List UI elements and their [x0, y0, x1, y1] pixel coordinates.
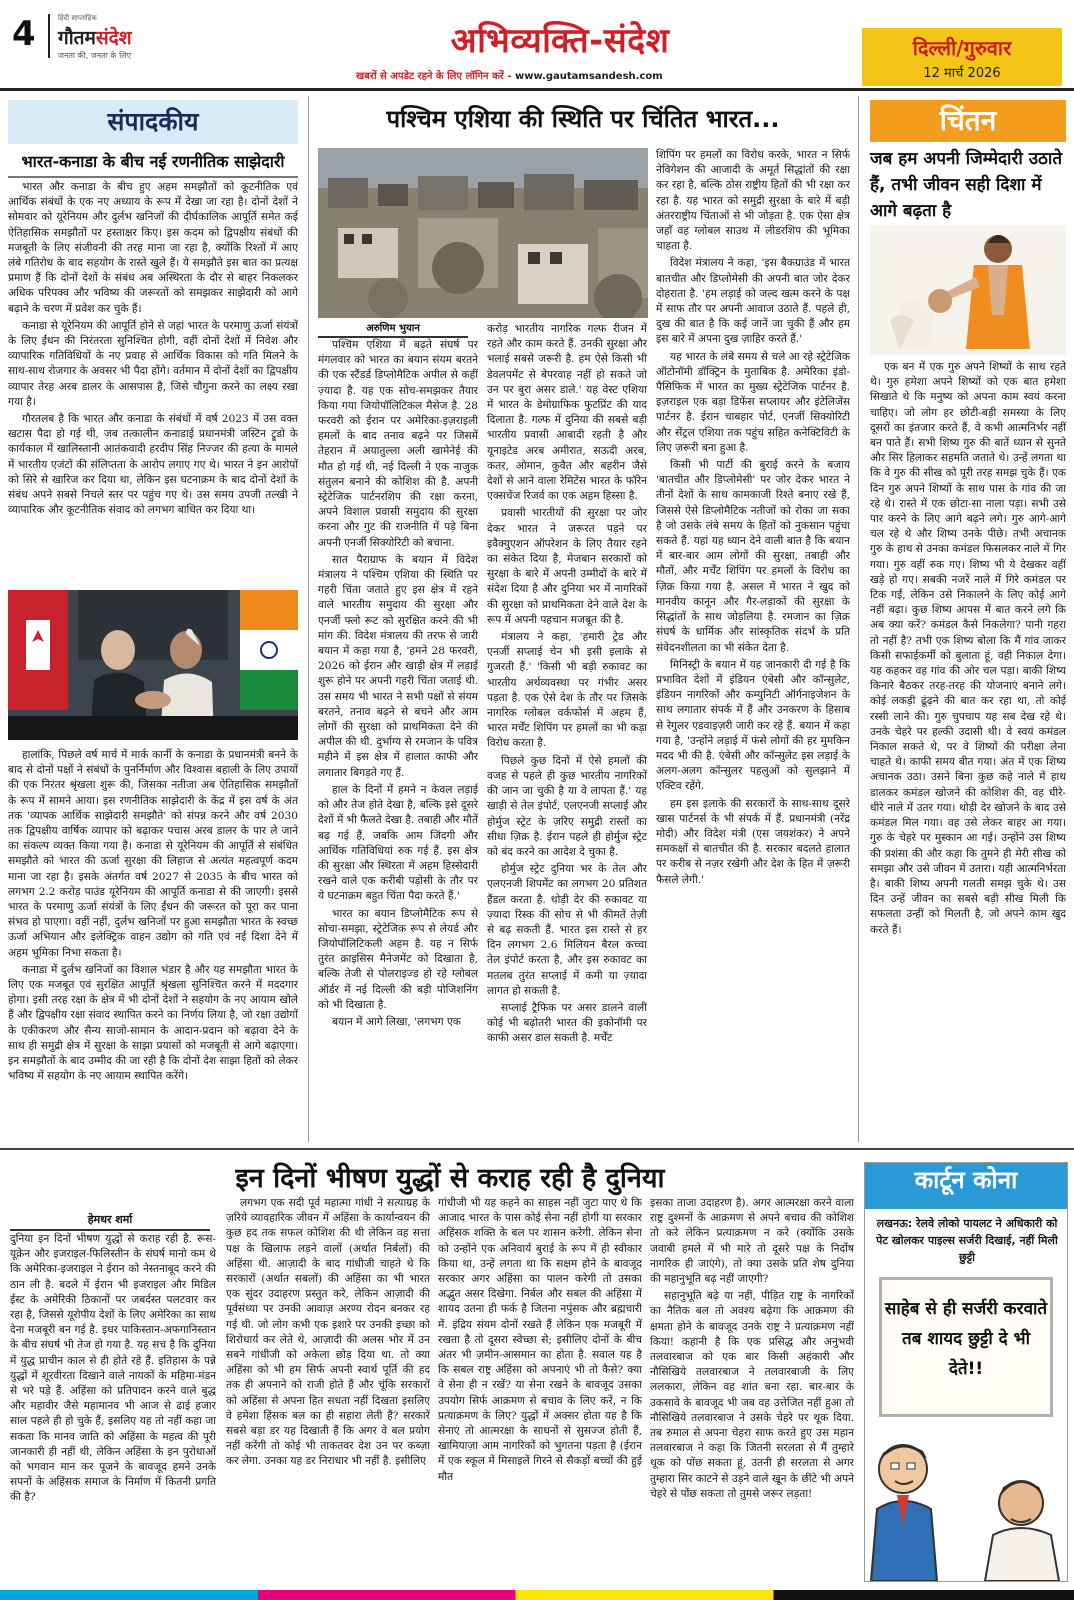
cartoon-header: कार्टून कोना	[865, 1163, 1067, 1209]
main-paragraph: करोड़ भारतीय नागरिक गल्फ रीजन में रहते और काम करते हैं. उनकी सुरक्षा और भलाई सबसे जरूरी है. हम ऐसे किसी भी डेवलपमेंट से बेपरवाह नहीं हो सकते जो उन पर बुरा असर डाले.' यह वेस्ट एशिया में भारत के डेमोग्राफिक फुटप्रिंट की याद दिलाता है. गल्फ में दुनिया की सबसे बड़ी भारतीय प्रवासी आबादी रहती है और यूनाइटेड अरब अमीरात, सऊदी अरब, कतर, ओमान, कुवैत और बहरीन जैसे देशों से आने वाला रेमिटेंस भारत के फॉरेन एक्सचेंज रिजर्व का एक अहम हिस्सा है.	[487, 323, 647, 503]
editorial-paragraph: कनाडा से यूरेनियम की आपूर्ति होने से जहां भारत के परमाणु ऊर्जा संयंत्रों के लिए ईंधन की निरंतरता सुनिश्चित होगी, वहीं दोनों देशों में निवेश और व्यापारिक गतिविधियों के नए प्रवाह से आर्थिक विकास को गति मिलने के साथ-साथ रोजगार के अवसर भी पैदा होंगे। वर्तमान में दोनों देशों का द्विपक्षीय व्यापार तेरह अरब डालर के आसपास है, जिसे चौगुना करने का लक्ष्य रखा गया है।	[8, 319, 298, 408]
main-paragraph: मिनिस्ट्री के बयान में यह जानकारी दी गई है कि प्रभावित देशों में इंडियन एंबेसी और कॉन्सुलेट, इंडियन नागरिकों और कम्युनिटी ऑर्गनाइजेशन के साथ लगातार संपर्क में हैं और उनकरण के हिसाब से रेगुलर एडवाइज़री जारी कर रहे हैं. बयान में कहा गया है, 'उन्होंने लड़ाई में फंसे लोगों की हर मुमकिन मदद भी की है. एंबेसी और कॉन्सुलेट इस लड़ाई के अलग-अलग कॉन्सुलर पहलुओं को सुलझाने में एक्टिव रहेंगे.	[656, 658, 850, 793]
bottom-column-4	[650, 1196, 854, 1582]
section-title: अभिव्यक्ति-संदेश	[450, 21, 670, 61]
cartoon-corner	[864, 1162, 1068, 1582]
bottom-paragraph: गांधीजी भी यह कहने का साहस नहीं जुटा पाए थे कि आजाद भारत के पास कोई सेना नहीं होगी या सरकार अहिंसक शक्ति के बल पर शासन करेगी. लेकिन सेना को उन्होंने एक अनिवार्य बुराई के रूप में ही स्वीकार किया था, उन्हें लगता था कि सक्षम होने के बावजूद सरकार अगर अहिंसा का पालन करेगी तो उसका अद्भुत असर दिखेगा. निर्बल और सबल की अहिंसा में शायद उतना ही फर्क है जितना नपुंसक और ब्रह्मचारी में. इंद्रिय संयम दोनों रखते हैं लेकिन एक मजबूरी में रखता है तो दूसरा स्वेच्छा से; इसीलिए दोनों के बीच अंतर भी ज़मीन-आसमान का होता है. सवाल यह है कि सबल राष्ट्र अहिंसा को अपनाएं भी तो कैसे? क्या वे सेना ही न रखें? या सेना रखने के बावजूद उसका उपयोग सिर्फ आक्रमण से बचाव के लिए करें, न कि प्रत्याक्रमण के लिए? युद्धों में अक्सर होता यह है कि सेनाएं तो आत्मरक्षा के साधनों से सुसज्ज होती हैं, खामियाज़ा आम नागरिकों को भुगतना पड़ता है (ईरान में एक स्कूल में मिसाइलें गिरने से सैकड़ों बच्चों की हुई मौत	[438, 1197, 642, 1483]
chintan-headline: जब हम अपनी जिम्मेदारी उठाते हैं, तभी जीवन सही दिशा में आगे बढ़ता है	[870, 149, 1063, 221]
bottom-column-1	[10, 1232, 216, 1582]
paper-name-part2: संदेश	[95, 27, 132, 49]
editorial-paragraph: भारत और कनाडा के बीच हुए अहम समझौतों को कूटनीतिक एवं आर्थिक संबंधों के एक नए अध्याय के रूप में देखा जा रहा है। दोनों देशों ने सोमवार को यूरेनियम और दुर्लभ खनिजों की दीर्घकालिक आपूर्ति समेत कई ऐतिहासिक समझौतों पर हस्ताक्षर किए। इस कदम को द्विपक्षीय संबंधों की मजबूती के लिए संजीवनी की तरह माना जा रहा है, क्योंकि रिश्तों में आए लंबे गतिरोध के बाद सहयोग के रास्ते खुले हैं। ये समझौते इस बात का प्रत्यक्ष प्रमाण हैं कि दोनों देशों के संबंध अब अस्थिरता के दौर से बाहर निकलकर अधिक परिपक्व और भविष्य की जरूरतों को समझकर साझेदारी को आगे बढ़ाने के चरण में प्रवेश कर चुके हैं।	[8, 181, 298, 315]
paper-tagline: जनता की, जनता के लिए	[58, 51, 132, 60]
bottom-headline: इन दिनों भीषण युद्धों से कराह रही है दुनिया	[235, 1163, 665, 1194]
main-paragraph: सात पैराग्राफ के बयान में विदेश मंत्रालय ने पश्चिम एशिया की स्थिति पर गहरी चिंता जताते हुए इस क्षेत्र में रहने वाले भारतीय समुदाय की सुरक्षा और एनर्जी फ्लो रूट को सुरक्षित करने की भी मांग की. विदेश मंत्रालय की तरफ से जारी बयान में कहा गया है, 'हमने 28 फरवरी, 2026 को ईरान और खाड़ी क्षेत्र में लड़ाई शुरू होने पर अपनी गहरी चिंता जताई थी. उस समय भी भारत ने सभी पक्षों से संयम बरतने, तनाव बढ़ने से बचने और आम लोगों की सुरक्षा को प्राथमिकता देने की अपील की थी. दुर्भाग्य से रमजान के पवित्र महीने में इस क्षेत्र में हालात काफी और लगातार बिगड़ते गए हैं.	[318, 553, 478, 779]
login-strip	[356, 68, 706, 82]
main-paragraph: शिपिंग पर हमलों का विरोध करके, भारत न सिर्फ नेविगेशन की आजादी के अमूर्त सिद्धांतों की रक्षा कर रहा है, बल्कि ठोस राष्ट्रीय हितों की भी रक्षा कर रहा है. यह भारत को समुद्री सुरक्षा के बारे में बड़ी अंतरराष्ट्रीय चिंताओं से भी जोड़ता है. एक ऐसा क्षेत्र जहाँ वह ग्लोबल साउथ में लीडरशिप की भूमिका चाहता है.	[656, 149, 850, 253]
page-number: 4	[12, 14, 36, 54]
bottom-column-3	[438, 1196, 642, 1582]
bottom-paragraph: इसका ताजा उदाहरण है). अगर आत्मरक्षा करने वाला राष्ट्र दुश्मनों के आक्रमण से अपने बचाव की कोशिश तो करे लेकिन प्रत्याक्रमण न करे (क्योंकि उसके जवाबी हमले में भी मारे तो दूसरे पक्ष के निर्दोष नागरिक ही जाएंगे), तो क्या उसके प्रति शेष दुनिया की महानुभूति बढ़ नहीं जाएगी?	[650, 1197, 854, 1286]
masthead-rule	[0, 88, 1074, 91]
main-paragraph: बयान में आगे लिखा, 'लगभग एक	[332, 1015, 461, 1028]
column-divider	[858, 96, 859, 1142]
main-column-1	[318, 338, 478, 1138]
main-paragraph: यह भारत के लंबे समय से चले आ रहे स्ट्रेटेजिक ऑटोनॉमी डॉक्ट्रिन के मुताबिक है. अमेरिका इंडो-पैसिफिक में भारत का मुख्य स्ट्रेटेजिक पार्टनर है. इज़राइल एक बड़ा डिफेंस सप्लायर और इंटेलिजेंस पार्टनर है. ईरान चाबहार पोर्ट, एनर्जी सिक्योरिटी और सेंट्रल एशिया तक पहुंच सहित कनेक्टिविटी के लिए ज़रूरी बना हुआ है.	[656, 350, 850, 454]
editorial-headline: भारत-कनाडा के बीच नई रणनीतिक साझेदारी	[8, 150, 298, 178]
city-day: दिल्ली/गुरुवार	[912, 36, 1012, 60]
chintan-paragraph: एक बन में एक गुरु अपने शिष्यों के साथ रहते थे। गुरु हमेशा अपने शिष्यों को एक बात हमेशा सिखाते थे कि मनुष्य को अपना काम स्वयं करना चाहिए। जो लोग हर छोटी-बड़ी समस्या के लिए दूसरों का इंतजार करते हैं, वे कभी आत्मनिर्भर नहीं बन पाते हैं। सभी शिष्य गुरु की बातें ध्यान से सुनते और सिर हिलाकर सहमति जताते थे। उन्हें लगता था कि वे गुरु की सीख को पूरी तरह समझ चुके हैं। एक दिन गुरु अपने शिष्यों के साथ पास के गांव की जा रहे थे। रास्ते में एक छोटा-सा नाला पड़ा। सभी उसे पार करने के लिए आगे बढ़ने लगे। गुरु आगे-आगे चल रहे थे और शिष्य उनके पीछे। तभी अचानक गुरु के हाथ से उनका कमंडल फिसलकर नाले में गिर गया। गुरु वहीं रुक गए। शिष्य भी ये देखकर वहीं खड़े हो गए। सबकी नजरें नाले में गिरे कमंडल पर टिक गईं, लेकिन उसे निकालने के लिए कोई आगे नहीं बढ़ा। कुछ शिष्य आपस में बात करने लगे कि अब क्या करें? कमंडल कैसे निकलेगा? पानी गहरा तो नहीं है? तभी एक शिष्य बोला कि मैं गांव जाकर किसी सफाईकर्मी को बुलाता हूं, वही निकाल देगा। यह कहकर वह गांव की ओर चल पड़ा। बाकी शिष्य किनारे बैठकर तरह-तरह की योजनाएं बनाने लगे। कोई लकड़ी ढूंढ़ने की बात कर रहा था, तो कोई रस्सी लाने की। गुरु चुपचाप यह सब देख रहे थे। उनके चेहरे पर हल्की उदासी थी। वे स्वयं कमंडल निकाल सकते थे, पर वे शिष्यों की परीक्षा लेना चाहते थे। काफी समय बीत गया। अंत में एक शिष्य अचानक उठा। उसने बिना कुछ कहे नाले में हाथ डालकर कमंडल खोजने की कोशिश की, वह धीरे-धीरे नाले में उतर गया। थोड़ी देर खोजने के बाद उसे कमंडल मिल गया। वह उसे लेकर बाहर आ गया। गुरु के चेहरे पर मुस्कान आ गई। उन्होंने उस शिष्य की प्रशंसा की और कहा कि तुमने ही मेरी सीख को समझा और उसे जीवन में उतारा। यही आत्मनिर्भरता है। बाकी शिष्य अपनी गलती समझ चुके थे। उस दिन उन्हें जीवन का सबसे बड़ी सीख मिली कि सफलता उन्हीं को मिलती है, जो अपने काम खुद करते हैं।	[870, 361, 1066, 936]
website-link[interactable]: www.gautamsandesh.com	[514, 71, 663, 82]
date-box	[862, 28, 1062, 86]
guru-disciple-illustration	[870, 225, 1066, 355]
editorial-paragraph: कनाडा में दुर्लभ खनिजों का विशाल भंडार है और यह समझौता भारत के लिए एक मजबूत एवं सुरक्षित आपूर्ति श्रृंखला सुनिश्चित करने में मददगार होगा। इसी तरह रक्षा के क्षेत्र में भी दोनों देशों ने सहयोग के नए आयाम खोले हैं और द्विपक्षीय रक्षा संवाद स्थापित करने का निर्णय लिया है, जो रक्षा उद्योगों के एकीकरण और सैन्य साजो-सामान के आदान-प्रदान को बढ़ावा देने के साथ ही समुद्री क्षेत्र में सुरक्षा के साझा प्रयासों को मजबूती से आगे बढ़ाएगा। इन समझौतों के बाद उम्मीद की जा रही है कि दोनों देश साझा हितों को लेकर भविष्य में सहयोग के नए आयाम स्थापित करेंगे।	[8, 963, 298, 1083]
main-paragraph: विदेश मंत्रालय ने कहा, 'इस बैकग्राउंड में भारत बातचीत और डिप्लोमेसी की अपनी बात जोर देकर दोहराता है. 'हम लड़ाई को जल्द खत्म करने के पक्ष में साफ तौर पर अपनी आवाज उठाते हैं. पहले ही, दुख की बात है कि कई जानें जा चुकी हैं और हम इस बारे में अपना दुख ज़ाहिर करते हैं.'	[656, 257, 850, 346]
main-photo-destroyed-city	[318, 148, 648, 318]
paper-tagline-top: हिंदी साप्ताहिक	[58, 14, 97, 22]
editorial-paragraph: गौरतलब है कि भारत और कनाडा के संबंधों में वर्ष 2023 में उस वक्त खटास पैदा हो गई थी, जब तत्कालीन कनाडाई प्रधानमंत्री जस्टिन ट्रूडो के कार्यकाल में खालिस्तानी आतंकवादी हरदीप सिंह निज्जर की हत्या के मामले में भारतीय एजंटों की संलिप्तता के आरोप लगाए गए थे। भारत ने इन आरोपों को सिरे से खारिज कर दिया था, लेकिन इस घटनाक्रम के बाद दोनों देशों के संबंध अपने सबसे निचले स्तर पर पहुंच गए थे। उस समय उपजी तल्खी ने व्यापारिक और कूटनीतिक संवाद को लगभग बाधित कर दिया था।	[8, 413, 298, 517]
chintan-body	[870, 360, 1066, 1140]
main-paragraph: होर्मुज स्ट्रेट दुनिया भर के तेल और एलएनजी शिपमेंट का लगभग 20 प्रतिशत हैंडल करता है. थोड़ी देर की रुकावट या ज़्यादा रिस्क की सोच से भी कीमतें तेज़ी से बढ़ सकती हैं. भारत इस रास्ते से हर दिन लगभग 2.6 मिलियन बैरल कच्चा तेल इंपोर्ट करता है, और इस रुकावट का मतलब तुरंत सप्लाई में कमी या ज़्यादा लागत हो सकती है.	[487, 863, 647, 997]
editorial-header: संपादकीय	[8, 100, 298, 144]
editorial-photo-leaders-handshake	[8, 590, 298, 740]
paper-logo	[58, 24, 132, 50]
chintan-header: चिंतन	[870, 100, 1066, 142]
handshake-photo-illustration	[8, 590, 298, 740]
main-paragraph: सप्लाई ट्रैफिक पर असर डालने वाली कोई भी बढ़ोतरी भारत की इकोनॉमी पर काफी असर डाल सकती है. मर्चेंट	[487, 1001, 647, 1045]
main-paragraph: पिछले कुछ दिनों में ऐसे हमलों की वजह से पहले ही कुछ भारतीय नागरिकों की जान जा चुकी है या वे लापता हैं.' यह खाड़ी से तेल इंपोर्ट, एलएनजी सप्लाई और होर्मुज स्ट्रेट के ज़रिए समुद्री रास्तों का सीधा ज़िक्र है. ईरान पहले ही होर्मुज स्ट्रेट को बंद करने का आदेश दे चुका है.	[487, 754, 647, 858]
column-divider	[308, 96, 309, 1142]
rubble-photo-illustration	[318, 148, 648, 318]
editorial-body-bottom	[8, 748, 298, 1140]
main-paragraph: हाल के दिनों में हमने न केवल लड़ाई को और तेज होते देखा है, बल्कि इसे दूसरे देशों में भी फैलते देखा है. तबाही और मौतें बढ़ गई हैं, जबकि आम जिंदगी और आर्थिक गतिविधियां रुक गई हैं. इस क्षेत्र की सुरक्षा और स्थिरता में अहम हिस्सेदारी रखने वाले एक करीबी पड़ोसी के तौर पर ये घटनाक्रम बहुत चिंता पैदा करते हैं.'	[318, 783, 478, 903]
paper-name-part1: गौतम	[58, 27, 96, 49]
main-headline: पश्चिम एशिया की स्थिति पर चिंतित भारत...	[386, 105, 780, 133]
print-color-bar	[0, 1590, 1074, 1600]
bottom-paragraph: दुनिया इन दिनों भीषण युद्धों से कराह रही है. रूस-यूक्रेन और इजराइल-फिलिस्तीन के संघर्ष मानो कम थे कि अमेरिका-इजराइल ने ईरान को नेस्तनाबूद करने की ठान ली है. बदले में ईरान भी इजराइल और मिडिल ईस्ट के अमेरिकी ठिकानों पर जबर्दस्त पलटवार कर रहा है, जिससे यूरोपीय देशों के लिए अमेरिका का साथ देना मजबूरी बन गई है. इधर पाकिस्तान-अफगानिस्तान के बीच संघर्ष भी तेज हो गया है. यह सच है कि दुनिया में युद्ध प्राचीन काल से ही होते रहे हैं. इतिहास के पन्ने युद्धों में शूरवीरता दिखाने वाले नायकों के महिमा-मंडन से भरे पड़े हैं. अहिंसा को प्रतिपादन करने वाले बुद्ध और महावीर जैसे महामानव भी आज से ढाई हजार साल पहले ही हो चुके हैं, इसलिए यह तो नहीं कहा जा सकता कि मानव जाति को अहिंसा के महत्व की पूरी जानकारी ही नहीं थी, लेकिन अहिंसा के इन पुरोधाओं को भगवान मान कर पूजने के बावजूद हमने उनके सपनों के अहिंसक समाज के निर्माण में कितनी प्रगति की है?	[10, 1233, 216, 1504]
main-paragraph: भारत का बयान डिप्लोमैटिक रूप से सोचा-समझा, स्ट्रेटेजिक रूप से लेयर्ड और जियोपॉलिटिकली अहम है. यह न सिर्फ तुरंत क्राइसिस मैनेजमेंट को दिखाता है, बल्कि तेजी से पोलराइज्ड हो रहे ग्लोबल ऑर्डर में नई दिल्ली की बड़ी पोजिशनिंग को भी दिखाता है.	[318, 907, 478, 1011]
bottom-byline: हेमधर शर्मा	[10, 1212, 210, 1231]
main-paragraph: हम इस इलाके की सरकारों के साथ-साथ दूसरे खास पार्टनर्स के भी संपर्क में हैं. प्रधानमंत्री (नरेंद्र मोदी) और विदेश मंत्री (एस जयशंकर) ने अपने समकक्षों से बातचीत की है. सरकार बदलते हालात पर करीब से नज़र रखेगी और देश के हित में ज़रूरी फैसले लेगी.'	[656, 797, 850, 886]
guru-blessing-icon	[870, 225, 1066, 355]
bottom-paragraph: लगभग एक सदी पूर्व महात्मा गांधी ने सत्याग्रह के ज़रिये व्यावहारिक जीवन में अहिंसा के कार्यान्वयन की कुछ हद तक सफल कोशिश की थी लेकिन वह सत्ता पक्ष के खिलाफ लड़ने वालों (अर्थात निर्बलों) की अहिंसा थी. आज़ादी के बाद गांधीजी चाहते थे कि सरकारों (अर्थात सबलों) की अहिंसा का भी भारत एक सुंदर उदाहरण प्रस्तुत करे, लेकिन आज़ादी की पूर्वसंध्या पर उनकी आवाज़ अरण्य रोदन बनकर रह गई थी. जो लोग कभी एक इशारे पर उनकी इच्छा को शिरोधार्य कर लेते थे, आज़ादी की अलस भोर में उन सबने गांधीजी को अकेला छोड़ दिया था. तो क्या अहिंसा को भी हम सिर्फ अपनी स्वार्थ पूर्ति की हद तक ही अपनाने को राजी होते हैं और चूंकि सरकारों को अहिंसा से अपना हित सधता नहीं दिखता इसलिए वे हमेशा हिंसक बल का ही सहारा लेती हैं? सरकारें सबसे बड़ा डर यह दिखाती हैं कि अगर वे बल प्रयोग नहीं करेंगी तो कोई भी ताकतवर देश उन पर कब्ज़ा कर लेगा. उनका यह डर निराधार भी नहीं है. इसीलिए	[226, 1197, 430, 1468]
issue-date: 12 मार्च 2026	[923, 66, 1001, 81]
editorial-paragraph: हालांकि, पिछले वर्ष मार्च में मार्क कार्नी के कनाडा के प्रधानमंत्री बनने के बाद से दोनों पक्षों ने संबंधों के पुनर्निर्माण और विश्वास बहाली के लिए उपायों की एक निरंतर श्रृंखला शुरू की, जिसका नतीजा अब ऐतिहासिक समझौतों के रूप में सामने आया। इस रणनीतिक साझेदारी के केंद्र में इस वर्ष के अंत तक 'व्यापक आर्थिक साझेदारी समझौते' को संपन्न करने और वर्ष 2030 तक द्विपक्षीय वार्षिक व्यापार को बढ़ाकर पचास अरब डालर के पार ले जाने का संकल्प व्यक्त किया गया है। कनाडा से यूरेनियम की आपूर्ति से संबंधित समझौते को भारत की ऊर्जा सुरक्षा की लिहाज से अत्यंत महत्वपूर्ण कदम माना जा रहा है। इसके अंतर्गत वर्ष 2027 से 2035 के बीच भारत को लगभग 2.2 करोड़ पाउंड यूरेनियम की आपूर्ति कनाडा से की जाएगी। इससे भारत के परमाणु ऊर्जा संयंत्रों के लिए ईंधन की जरूरत को पूरा कर पाना संभव हो पाएगा। वहीं नहीं, दुर्लभ खनिजों पर हुआ समझौता भारत के स्वच्छ ऊर्जा अभियान और इलेक्ट्रिक वाहन उद्योग को गति एवं नई दिशा देने में अहम भूमिका निभा सकता है।	[8, 749, 298, 959]
main-paragraph: प्रवासी भारतीयों की सुरक्षा पर जोर देकर भारत ने जरूरत पड़ने पर इवैक्युएशन ऑपरेशन के लिए तैयार रहने का संकेत दिया है, मेजबान सरकारों को सुरक्षा के बारे में अपनी उम्मीदों के बारे में संदेश दिया है और दुनिया भर में नागरिकों की सुरक्षा को प्राथमिकता देने वाले देश के रूप में अपनी पहचान मजबूत की है.	[487, 507, 647, 626]
main-byline: अरुणिम भुयान	[318, 320, 468, 338]
cartoon-characters-icon	[865, 1425, 1067, 1581]
main-paragraph: किसी भी पार्टी की बुराई करने के बजाय 'बातचीत और डिप्लोमेसी' पर जोर देकर भारत ने तीनों देशों के साथ कामकाजी रिश्ते बनाए रखे हैं, जिससे ऐसे डिप्लोमैटिक नतीजों को रोका जा सका है जो उसके लंबे समय के हितों को नुकसान पहुंचा सकते हैं. यहां यह ध्यान देने वाली बात है कि बयान में बार-बार आम लोगों की सुरक्षा, तबाही और मौतों, और मर्चेंट शिपिंग पर हमलों के विरोध का ज़िक्र किया गया है. असल में भारत ने खुद को मानवीय कानून और गैर-लड़ाकों की सुरक्षा के सिद्धांतों के साथ जोड़लिया है. रमजान का ज़िक्र संघर्ष के धार्मिक और सांस्कृतिक संदर्भ के प्रति संवेदनशीलता का भी संकेत देता है.	[656, 459, 850, 654]
cartoon-speech-board: साहेब से ही सर्जरी करवाते तब शायद छुट्टी दे भी देते!!	[879, 1277, 1053, 1417]
section-rule	[0, 1148, 1074, 1150]
main-column-2	[487, 322, 647, 1138]
main-paragraph: पश्चिम एशिया में बढ़ते संघर्ष पर मंगलवार को भारत का बयान संयम बरतने की एक स्टैंडर्ड डिप्लोमैटिक अपील से कहीं ज़्यादा है. यह एक सोच-समझकर तैयार किया गया जियोपॉलिटिकल मैसेज है. 28 फरवरी को ईरान पर अमेरिका-इज़राइली हमलों के बाद तनाव बढ़ने पर जिसमें तेहरान में अयातुल्ला अली खामेनेई की मौत हो गई थी, नई दिल्ली ने एक नाजुक संतुलन बनाने की कोशिश की है. अपनी स्ट्रेटेजिक पार्टनरशिप की रक्षा करना, अपने विशाल प्रवासी समुदाय की सुरक्षा करना और गुट की राजनीति में पड़े बिना अपनी एनर्जी सिक्योरिटी को बचाना.	[318, 339, 478, 549]
login-text: खबरों से अपडेट रहने के लिए लॉगिन करें -	[356, 71, 515, 82]
masthead-divider	[48, 14, 50, 58]
editorial-body-top	[8, 180, 298, 590]
bottom-column-2	[226, 1196, 430, 1582]
bottom-paragraph: सहानुभूति बढ़े या नहीं, पीड़ित राष्ट्र के नागरिकों का नैतिक बल तो अवश्य बढ़ेगा कि आक्रमण की क्षमता होने के बावजूद उनके राष्ट्र ने प्रत्याक्रमण नहीं किया! कहानी है कि एक प्रसिद्ध और अनुभवी तलवारबाज को एक बार किसी अहंकारी और नौसिखिये तलवारबाज ने तलवारबाजी के लिए ललकारा, लेकिन वह शांत बना रहा. बार-बार के उकसावे के बावजूद भी जब वह उत्तेजित नहीं हुआ तो नौसिखिये तलवारबाज ने उसके चेहरे पर थूक दिया. तब रुमाल से अपना चेहरा साफ करते हुए उस महान तलवारबाज ने कहा कि जितनी सरलता से मैं तुम्हारे थूक को पोंछ सकता हूं, उतनी ही सरलता से अगर तुम्हारा सिर काटने से उड़ने वाले खून के छींटे भी अपने चेहरे से पोंछ सकता तो तुमसे जरूर लड़ता!	[650, 1290, 854, 1500]
main-paragraph: मंत्रालय ने कहा, 'हमारी ट्रेड और एनर्जी सप्लाई चेन भी इसी इलाके से गुजरती हैं.' 'किसी भी बड़ी रुकावट का भारतीय अर्थव्यवस्था पर गंभीर असर पड़ता है. एक ऐसे देश के तौर पर जिसके नागरिक ग्लोबल वर्कफोर्स में अहम हैं, भारत मर्चेंट शिपिंग पर हमलों का भी कड़ा विरोध करता है.	[487, 631, 647, 750]
cartoon-news-line: लखनऊ: रेलवे लोको पायलट ने अधिकारी को पेट खोलकर पाइल्स सर्जरी दिखाई, नहीं मिली छुट्टी	[876, 1217, 1058, 1264]
main-column-3	[656, 148, 850, 1138]
